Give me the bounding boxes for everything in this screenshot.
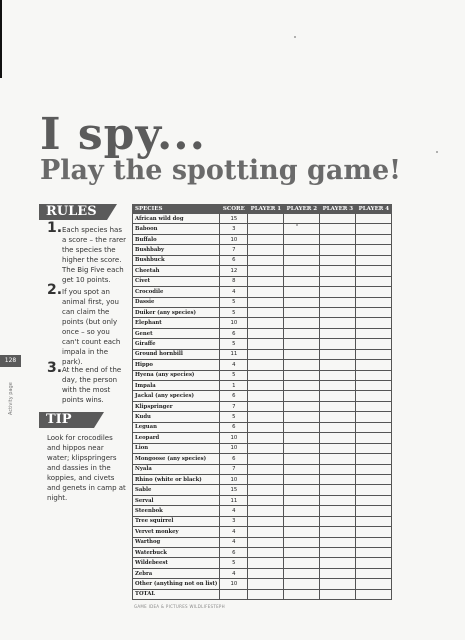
player-2-score-cell[interactable] [284,568,320,578]
score-table-body [133,214,392,600]
header-player-3: PLAYER 3 [320,205,356,214]
score-cell: 6 [220,255,248,265]
species-cell: Elephant [133,318,220,328]
player-4-score-cell[interactable] [356,266,392,276]
player-1-score-cell[interactable] [248,568,284,578]
score-cell: 6 [220,548,248,558]
species-cell: Cheetah [133,266,220,276]
player-4-score-cell[interactable] [356,307,392,317]
player-4-score-cell[interactable] [356,485,392,495]
species-cell: Warthog [133,537,220,547]
table-row [133,328,392,338]
player-3-score-cell[interactable] [320,443,356,453]
score-cell: 15 [220,485,248,495]
player-1-score-cell[interactable] [248,360,284,370]
player-2-score-cell[interactable] [284,579,320,589]
player-1-score-cell[interactable] [248,318,284,328]
player-1-score-cell[interactable] [248,422,284,432]
rule-item [47,360,127,405]
side-credit [2,375,22,415]
player-3-score-cell[interactable] [320,454,356,464]
player-3-score-cell[interactable] [320,579,356,589]
species-cell: Mongoose (any species) [133,454,220,464]
table-row [133,485,392,495]
species-cell: Dassie [133,297,220,307]
species-cell: Vervet monkey [133,527,220,537]
species-cell: Crocodile [133,287,220,297]
player-2-score-cell[interactable] [284,495,320,505]
player-2-score-cell[interactable] [284,422,320,432]
player-2-score-cell[interactable] [284,297,320,307]
rule-item [47,282,127,367]
player-4-score-cell[interactable] [356,318,392,328]
score-cell: 5 [220,412,248,422]
player-2-score-cell[interactable] [284,474,320,484]
side-credit-text: Activity page [8,382,14,415]
score-cell: 10 [220,433,248,443]
player-4-score-cell[interactable] [356,579,392,589]
player-3-score-cell[interactable] [320,370,356,380]
player-4-score-cell[interactable] [356,412,392,422]
score-cell: 8 [220,276,248,286]
player-2-score-cell[interactable] [284,266,320,276]
species-cell: Bushbaby [133,245,220,255]
player-4-score-cell[interactable] [356,339,392,349]
player-1-score-cell[interactable] [248,255,284,265]
table-row [133,589,392,599]
tip-heading: TIP [39,412,94,428]
table-row [133,495,392,505]
table-row [133,276,392,286]
species-cell: Baboon [133,224,220,234]
species-cell: Hippo [133,360,220,370]
player-2-score-cell[interactable] [284,412,320,422]
player-4-score-cell[interactable] [356,506,392,516]
header-player-4: PLAYER 4 [356,205,392,214]
player-1-score-cell[interactable] [248,307,284,317]
table-row [133,349,392,359]
species-cell: Civet [133,276,220,286]
player-1-score-cell[interactable] [248,328,284,338]
player-3-score-cell[interactable] [320,318,356,328]
rule-item [47,220,127,285]
score-cell: 5 [220,307,248,317]
rule-text: If you spot an animal first, you can claim the points (but only once – so you can't count each impala in the park). [62,288,121,366]
player-1-score-cell[interactable] [248,454,284,464]
table-row [133,412,392,422]
scan-speck [294,36,296,38]
player-3-score-cell[interactable] [320,401,356,411]
table-row [133,370,392,380]
page-number-tab: 128 [0,355,21,367]
player-2-score-cell[interactable] [284,464,320,474]
score-cell: 10 [220,318,248,328]
score-cell: 6 [220,328,248,338]
player-4-score-cell[interactable] [356,568,392,578]
species-cell: Bushbuck [133,255,220,265]
player-1-score-cell[interactable] [248,443,284,453]
player-4-score-cell[interactable] [356,245,392,255]
player-3-score-cell[interactable] [320,360,356,370]
score-cell: 6 [220,391,248,401]
rule-number: 1. [47,220,63,236]
table-row [133,287,392,297]
player-3-score-cell[interactable] [320,516,356,526]
player-4-score-cell[interactable] [356,558,392,568]
table-row [133,318,392,328]
player-2-score-cell[interactable] [284,485,320,495]
player-2-score-cell[interactable] [284,214,320,224]
player-4-score-cell[interactable] [356,381,392,391]
player-2-score-cell[interactable] [284,391,320,401]
table-row [133,454,392,464]
player-2-score-cell[interactable] [284,360,320,370]
page-subtitle: Play the spotting game! [40,155,401,186]
player-1-score-cell[interactable] [248,224,284,234]
player-4-score-cell[interactable] [356,464,392,474]
player-1-score-cell[interactable] [248,516,284,526]
player-4-score-cell[interactable] [356,214,392,224]
player-2-score-cell[interactable] [284,454,320,464]
score-table [132,204,392,600]
player-2-score-cell[interactable] [284,537,320,547]
species-cell: Jackal (any species) [133,391,220,401]
table-row [133,297,392,307]
player-1-score-cell[interactable] [248,537,284,547]
player-3-score-cell[interactable] [320,527,356,537]
table-row [133,464,392,474]
score-cell: 10 [220,443,248,453]
table-row [133,579,392,589]
score-cell: 11 [220,495,248,505]
player-3-score-cell[interactable] [320,485,356,495]
player-1-score-cell[interactable] [248,391,284,401]
player-1-score-cell[interactable] [248,297,284,307]
table-row [133,339,392,349]
scan-speck [296,224,298,226]
player-2-score-cell[interactable] [284,370,320,380]
player-3-score-cell[interactable] [320,349,356,359]
species-cell: Lion [133,443,220,453]
player-3-score-cell[interactable] [320,433,356,443]
table-row [133,558,392,568]
score-cell: 12 [220,266,248,276]
player-1-score-cell[interactable] [248,558,284,568]
player-4-score-cell[interactable] [356,516,392,526]
score-cell: 6 [220,422,248,432]
player-2-score-cell[interactable] [284,318,320,328]
rules-heading: RULES [39,204,107,220]
player-4-score-cell[interactable] [356,234,392,244]
species-cell: Rhino (white or black) [133,474,220,484]
player-3-score-cell[interactable] [320,266,356,276]
species-cell: Tree squirrel [133,516,220,526]
player-4-score-cell[interactable] [356,433,392,443]
table-row [133,360,392,370]
species-cell: Genet [133,328,220,338]
player-1-score-cell[interactable] [248,339,284,349]
table-row [133,548,392,558]
player-3-score-cell[interactable] [320,276,356,286]
player-4-score-cell[interactable] [356,537,392,547]
player-1-score-cell[interactable] [248,506,284,516]
player-3-score-cell[interactable] [320,464,356,474]
player-3-score-cell[interactable] [320,495,356,505]
player-3-score-cell[interactable] [320,558,356,568]
score-cell: 5 [220,370,248,380]
player-3-score-cell[interactable] [320,224,356,234]
table-row [133,307,392,317]
tip-text: Look for crocodiles and hippos near water; klipspringers and dassies in the koppies, and civets and genets in camp at night. [47,434,126,502]
species-cell: Klipspringer [133,401,220,411]
player-3-score-cell[interactable] [320,234,356,244]
player-2-score-cell[interactable] [284,255,320,265]
player-1-score-cell[interactable] [248,527,284,537]
score-cell: 4 [220,537,248,547]
player-1-score-cell[interactable] [248,474,284,484]
score-cell: 4 [220,568,248,578]
player-2-score-cell[interactable] [284,589,320,599]
player-3-score-cell[interactable] [320,245,356,255]
player-2-score-cell[interactable] [284,506,320,516]
score-cell: 4 [220,506,248,516]
score-cell: 10 [220,234,248,244]
rule-text: At the end of the day, the person with the most points wins. [62,366,122,404]
table-row [133,401,392,411]
species-cell: African wild dog [133,214,220,224]
species-cell: Nyala [133,464,220,474]
species-cell: Serval [133,495,220,505]
table-row [133,224,392,234]
player-2-score-cell[interactable] [284,287,320,297]
player-4-score-cell[interactable] [356,370,392,380]
player-3-score-cell[interactable] [320,287,356,297]
species-cell: Waterbuck [133,548,220,558]
table-row [133,433,392,443]
player-2-score-cell[interactable] [284,349,320,359]
player-3-score-cell[interactable] [320,506,356,516]
player-1-score-cell[interactable] [248,276,284,286]
player-1-score-cell[interactable] [248,412,284,422]
player-4-score-cell[interactable] [356,255,392,265]
species-cell: Giraffe [133,339,220,349]
player-3-score-cell[interactable] [320,214,356,224]
player-4-score-cell[interactable] [356,391,392,401]
player-1-score-cell[interactable] [248,464,284,474]
score-cell: 5 [220,558,248,568]
player-2-score-cell[interactable] [284,307,320,317]
header-player-1: PLAYER 1 [248,205,284,214]
player-1-score-cell[interactable] [248,579,284,589]
score-cell: 7 [220,401,248,411]
rule-number: 3. [47,360,63,376]
score-cell: 7 [220,464,248,474]
player-4-score-cell[interactable] [356,454,392,464]
table-row [133,506,392,516]
score-table-container [132,204,392,600]
player-1-score-cell[interactable] [248,381,284,391]
table-row [133,214,392,224]
player-2-score-cell[interactable] [284,401,320,411]
player-2-score-cell[interactable] [284,224,320,234]
score-cell: 11 [220,349,248,359]
score-cell: 7 [220,245,248,255]
table-row [133,381,392,391]
player-3-score-cell[interactable] [320,381,356,391]
table-row [133,568,392,578]
player-1-score-cell[interactable] [248,401,284,411]
table-row [133,527,392,537]
species-cell: Ground hornbill [133,349,220,359]
species-cell: Buffalo [133,234,220,244]
player-3-score-cell[interactable] [320,568,356,578]
player-3-score-cell[interactable] [320,297,356,307]
player-4-score-cell[interactable] [356,589,392,599]
player-1-score-cell[interactable] [248,214,284,224]
player-4-score-cell[interactable] [356,548,392,558]
player-4-score-cell[interactable] [356,527,392,537]
player-1-score-cell[interactable] [248,370,284,380]
player-4-score-cell[interactable] [356,443,392,453]
score-cell: 10 [220,474,248,484]
player-2-score-cell[interactable] [284,339,320,349]
player-3-score-cell[interactable] [320,422,356,432]
player-4-score-cell[interactable] [356,276,392,286]
player-3-score-cell[interactable] [320,307,356,317]
player-4-score-cell[interactable] [356,474,392,484]
player-2-score-cell[interactable] [284,527,320,537]
player-3-score-cell[interactable] [320,537,356,547]
rule-text: Each species has a score – the rarer the species the higher the score. The Big Five each get 10 points. [62,226,127,284]
player-3-score-cell[interactable] [320,412,356,422]
score-cell: 4 [220,287,248,297]
player-3-score-cell[interactable] [320,474,356,484]
table-row [133,255,392,265]
score-cell: 3 [220,516,248,526]
player-2-score-cell[interactable] [284,234,320,244]
player-1-score-cell[interactable] [248,234,284,244]
table-row [133,422,392,432]
player-4-score-cell[interactable] [356,287,392,297]
score-cell: 4 [220,360,248,370]
player-1-score-cell[interactable] [248,485,284,495]
player-3-score-cell[interactable] [320,391,356,401]
player-4-score-cell[interactable] [356,297,392,307]
species-cell: Hyena (any species) [133,370,220,380]
header-player-2: PLAYER 2 [284,205,320,214]
header-species: SPECIES [133,205,220,214]
header-score: SCORE [220,205,248,214]
player-2-score-cell[interactable] [284,381,320,391]
footer-credit: GAME IDEA & PICTURES WILDLIFESTEPH [134,604,225,609]
player-1-score-cell[interactable] [248,266,284,276]
table-row [133,234,392,244]
player-4-score-cell[interactable] [356,349,392,359]
player-4-score-cell[interactable] [356,224,392,234]
species-cell: Steenbok [133,506,220,516]
species-cell: Other (anything not on list) [133,579,220,589]
table-row [133,516,392,526]
player-2-score-cell[interactable] [284,276,320,286]
species-cell: Sable [133,485,220,495]
species-cell: TOTAL [133,589,220,599]
score-cell [220,589,248,599]
score-cell: 1 [220,381,248,391]
table-row [133,245,392,255]
score-cell: 5 [220,297,248,307]
player-3-score-cell[interactable] [320,339,356,349]
species-cell: Leguan [133,422,220,432]
table-row [133,391,392,401]
player-1-score-cell[interactable] [248,495,284,505]
scan-speck [436,151,438,153]
player-4-score-cell[interactable] [356,360,392,370]
score-cell: 3 [220,224,248,234]
player-3-score-cell[interactable] [320,328,356,338]
player-3-score-cell[interactable] [320,548,356,558]
player-1-score-cell[interactable] [248,287,284,297]
page-title: I spy... [40,109,206,160]
score-cell: 10 [220,579,248,589]
player-1-score-cell[interactable] [248,433,284,443]
table-row [133,266,392,276]
score-cell: 6 [220,454,248,464]
player-4-score-cell[interactable] [356,422,392,432]
table-row [133,474,392,484]
score-cell: 4 [220,527,248,537]
table-row [133,537,392,547]
rule-number: 2. [47,282,63,298]
player-3-score-cell[interactable] [320,589,356,599]
species-cell: Zebra [133,568,220,578]
player-1-score-cell[interactable] [248,349,284,359]
player-4-score-cell[interactable] [356,401,392,411]
player-2-score-cell[interactable] [284,433,320,443]
species-cell: Leopard [133,433,220,443]
player-1-score-cell[interactable] [248,589,284,599]
species-cell: Impala [133,381,220,391]
score-cell: 5 [220,339,248,349]
page-edge-mark [0,0,2,78]
player-2-score-cell[interactable] [284,328,320,338]
species-cell: Wildebeest [133,558,220,568]
player-2-score-cell[interactable] [284,558,320,568]
table-row [133,443,392,453]
table-header-row [133,205,392,214]
player-4-score-cell[interactable] [356,328,392,338]
player-4-score-cell[interactable] [356,495,392,505]
player-2-score-cell[interactable] [284,245,320,255]
player-1-score-cell[interactable] [248,548,284,558]
player-2-score-cell[interactable] [284,516,320,526]
player-2-score-cell[interactable] [284,443,320,453]
player-1-score-cell[interactable] [248,245,284,255]
species-cell: Duiker (any species) [133,307,220,317]
species-cell: Kudu [133,412,220,422]
player-3-score-cell[interactable] [320,255,356,265]
player-2-score-cell[interactable] [284,548,320,558]
score-cell: 15 [220,214,248,224]
